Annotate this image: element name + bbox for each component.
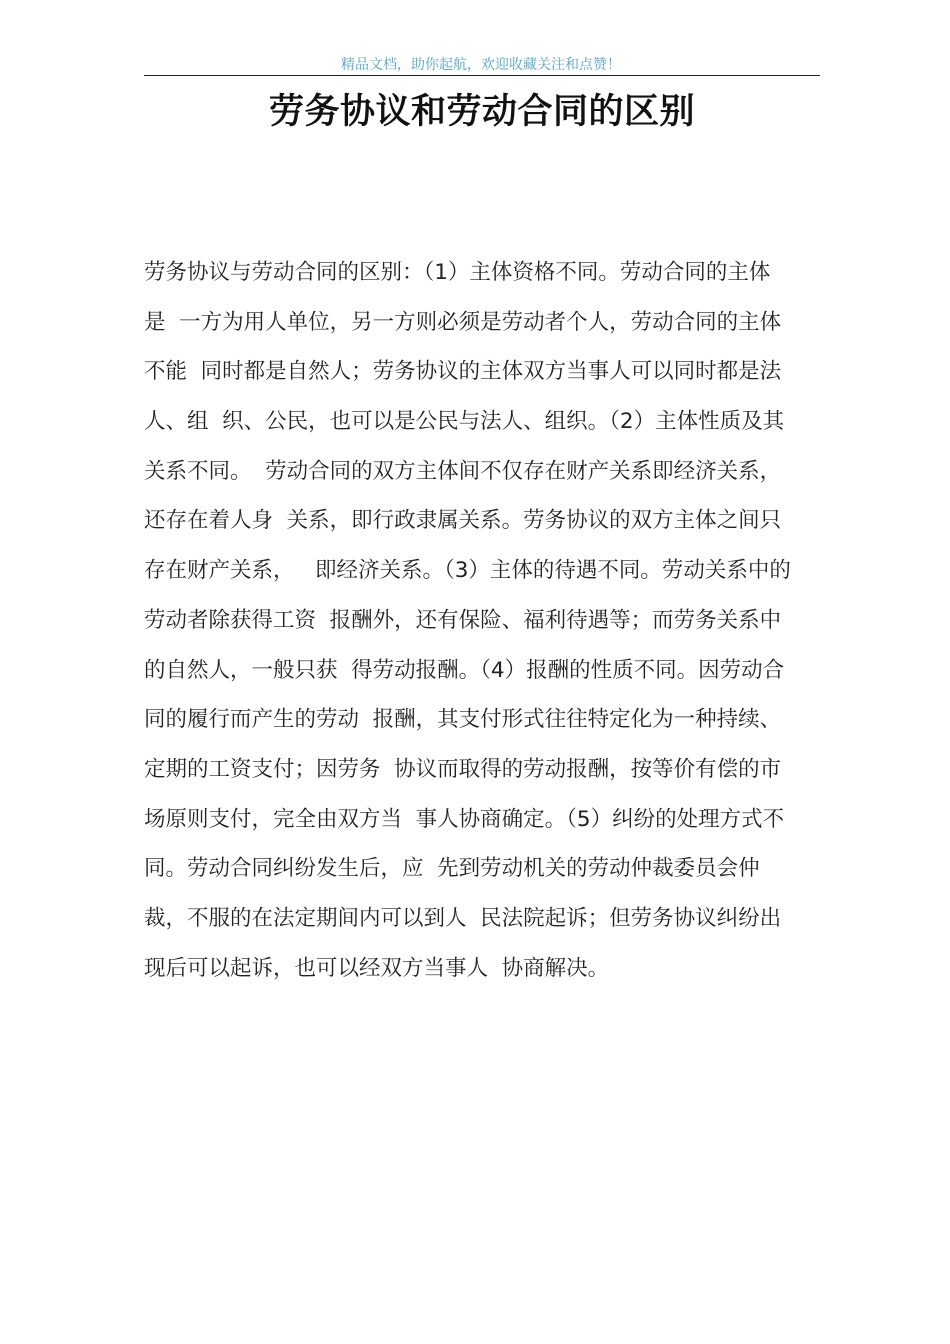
page-title: 劳务协议和劳动合同的区别: [268, 92, 695, 132]
paragraph-line: 同的履行而产生的劳动 报酬，其支付形式往往特定化为一种持续、: [144, 707, 782, 733]
header-divider: [144, 75, 820, 76]
paragraph-line: 场原则支付，完全由双方当 事人协商确定。（5）纠纷的处理方式不: [144, 806, 785, 832]
body-paragraph: [144, 248, 822, 993]
paragraph-line: 是 一方为用人单位，另一方则必须是劳动者个人，劳动合同的主体: [144, 309, 782, 335]
paragraph-line: 劳动者除获得工资 报酬外，还有保险、福利待遇等；而劳务关系中: [144, 607, 782, 633]
paragraph-line: 定期的工资支付；因劳务 协议而取得的劳动报酬，按等价有偿的市: [144, 756, 782, 782]
paragraph-line: 裁，不服的在法定期间内可以到人 民法院起诉；但劳务协议纠纷出: [144, 905, 782, 931]
paragraph-line: 劳务协议与劳动合同的区别：（1）主体资格不同。劳动合同的主体: [144, 260, 771, 285]
paragraph-line: 同。劳动合同纠纷发生后，应 先到劳动机关的劳动仲裁委员会仲: [144, 856, 760, 882]
paragraph-line: 还存在着人身 关系，即行政隶属关系。劳务协议的双方主体之间只: [144, 508, 782, 534]
paragraph-line: 存在财产关系， 即经济关系。（3）主体的待遇不同。劳动关系中的: [144, 558, 791, 584]
paragraph-line: 关系不同。 劳动合同的双方主体间不仅存在财产关系即经济关系，: [144, 458, 782, 484]
paragraph-line: 的自然人，一般只获 得劳动报酬。（4）报酬的性质不同。因劳动合: [144, 657, 785, 683]
paragraph-line: 不能 同时都是自然人；劳务协议的主体双方当事人可以同时都是法: [144, 359, 782, 385]
paragraph-line: 现后可以起诉，也可以经双方当事人 协商解决。: [144, 955, 610, 981]
header-note: 精品文档，助你起航，欢迎收藏关注和点赞！: [341, 57, 621, 73]
paragraph-line: 人、组 织、公民，也可以是公民与法人、组织。（2）主体性质及其: [144, 409, 785, 435]
